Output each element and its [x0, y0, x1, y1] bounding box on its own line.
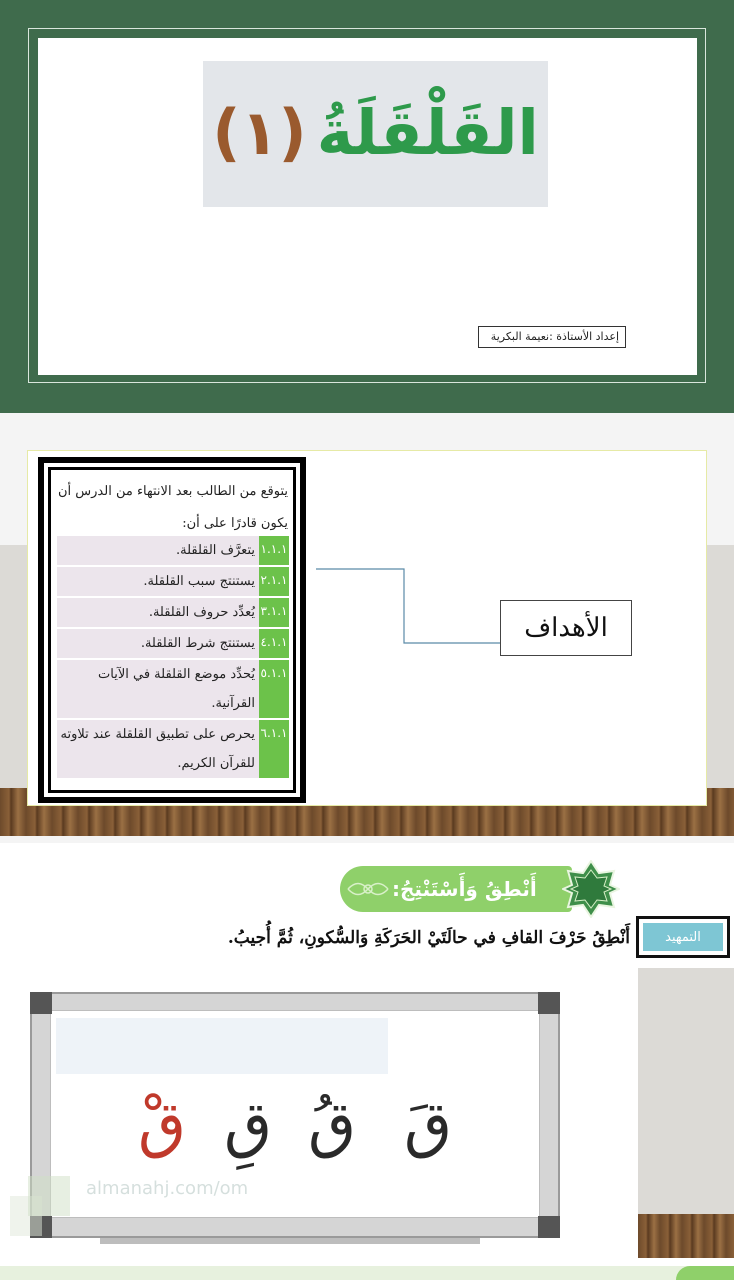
whiteboard-rail — [100, 1238, 480, 1244]
wooden-floor — [638, 1214, 734, 1258]
objectives-label: الأهداف — [500, 600, 632, 656]
goal-code: ٥.١.١ — [259, 660, 289, 718]
goal-text: يحرص على تطبيق القلقلة عند تلاوته للقرآن الكريم. — [60, 727, 255, 771]
objectives-intro: يتوقع من الطالب بعد الانتهاء من الدرس أن يكون قادرًا على أن: — [57, 484, 288, 531]
board-corner — [30, 992, 52, 1014]
lesson-title-number: (١) — [212, 95, 307, 169]
board-corner — [538, 992, 560, 1014]
whiteboard-highlight-band — [56, 1018, 388, 1074]
goal-item — [57, 567, 289, 596]
goal-code: ١.١.١ — [259, 536, 289, 565]
board-corner — [538, 1216, 560, 1238]
author-credit: إعداد الأستاذة :نعيمة البكرية — [478, 326, 626, 348]
star-ornament-icon — [562, 860, 620, 918]
goal-item — [57, 536, 289, 565]
connector-line — [316, 568, 502, 644]
lesson-title-text: القَلْقَلَةُ — [316, 95, 539, 169]
next-slide-peek — [0, 1266, 734, 1280]
goal-item — [57, 598, 289, 627]
letter-damma: قُ — [307, 1086, 357, 1160]
goal-code: ٣.١.١ — [259, 598, 289, 627]
letter-kasra: قِ — [223, 1086, 273, 1160]
goal-text: يتعرَّف القلقلة. — [175, 543, 255, 558]
lesson-title — [203, 72, 548, 192]
section-banner-text: أَنْطِقُ وَأَسْتَنْتِجُ: — [392, 877, 537, 901]
goal-text: يستنتج سبب القلقلة. — [143, 574, 255, 589]
goal-code: ٤.١.١ — [259, 629, 289, 658]
next-slide-banner-peek — [676, 1266, 734, 1280]
goal-text: يُعدِّد حروف القلقلة. — [148, 605, 255, 620]
goal-item — [57, 660, 289, 718]
goal-code: ٢.١.١ — [259, 567, 289, 596]
instruction-text: أَنْطِقُ حَرْفَ القافِ في حالَتَيْ الحَرَكَةِ وَالسُّكونِ، ثُمَّ أُجيبُ. — [227, 928, 630, 948]
warmup-tag-label: التمهيد — [643, 923, 723, 951]
goal-text: يُحدِّد موضع القلقلة في الآيات القرآنية. — [98, 667, 255, 711]
letter-fatha: قَ — [403, 1086, 453, 1160]
ornament-icon — [344, 872, 392, 906]
letter-sukun: قْ — [137, 1086, 187, 1160]
goal-item — [57, 720, 289, 778]
goal-text: يستنتج شرط القلقلة. — [140, 636, 255, 651]
goal-code: ٦.١.١ — [259, 720, 289, 778]
watermark-text: almanahj.com/om — [86, 1178, 249, 1199]
classroom-wall — [638, 968, 734, 1218]
goal-item — [57, 629, 289, 658]
watermark-logo — [28, 1176, 70, 1216]
